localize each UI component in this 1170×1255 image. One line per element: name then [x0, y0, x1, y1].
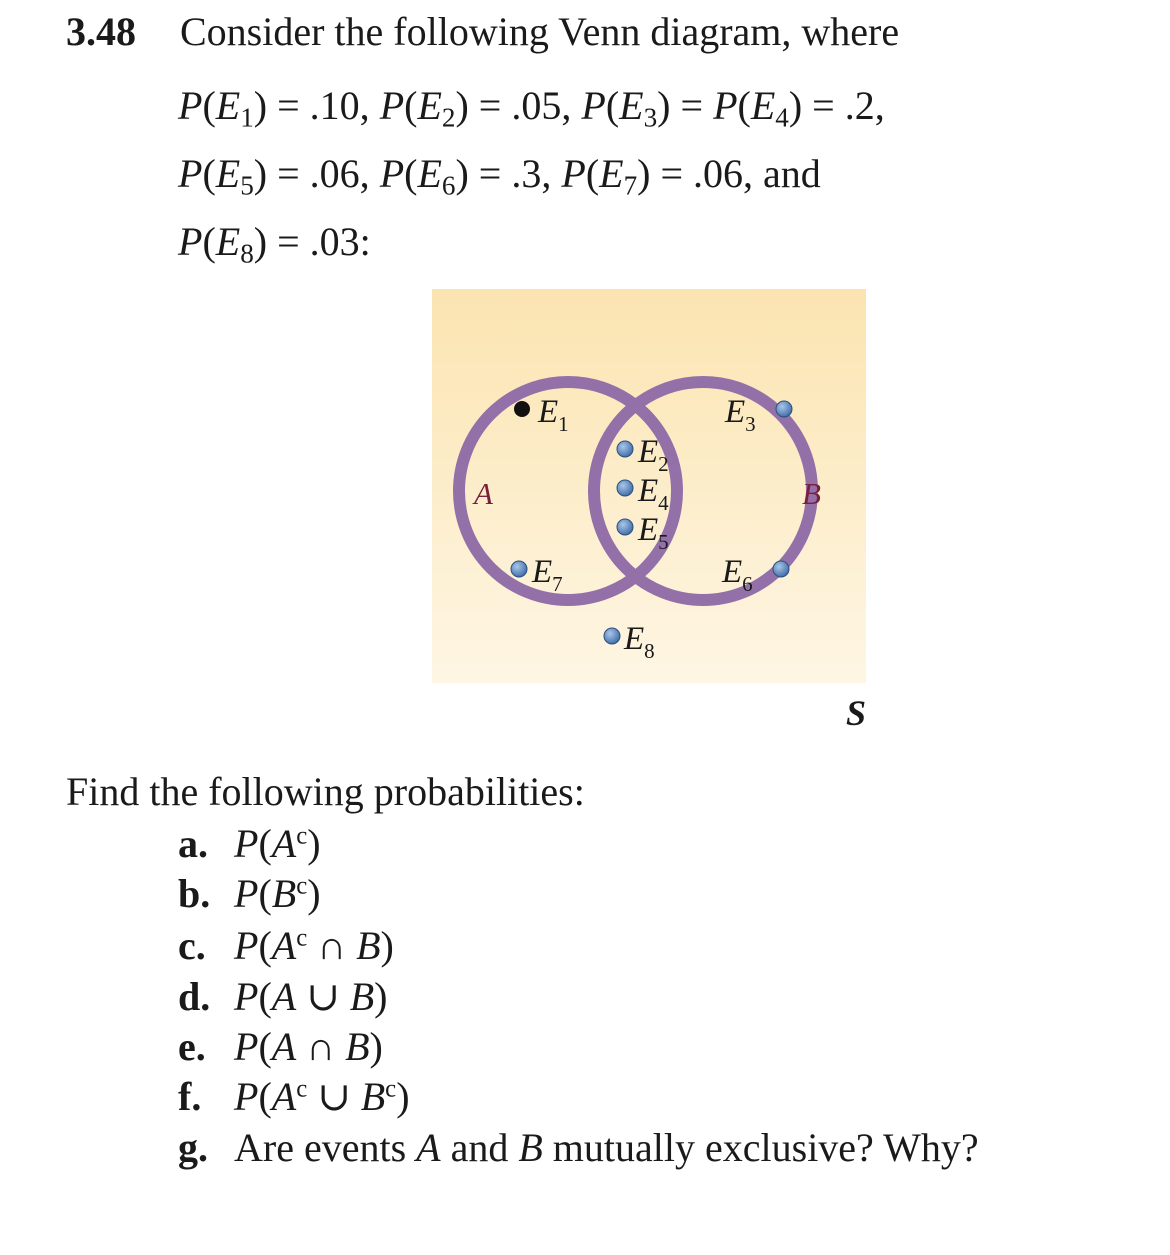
- part-label: f.: [178, 1074, 202, 1119]
- part-d: d. P(A ∪ B): [178, 974, 388, 1019]
- e3-dot: [776, 401, 792, 417]
- e2-dot: [617, 441, 633, 457]
- part-c: c. $P(A^c$ ∩ B): [178, 923, 394, 968]
- part-label: a.: [178, 821, 208, 866]
- e3-label: $E_3$: [725, 394, 756, 436]
- e1-label: $E_1$: [538, 394, 569, 436]
- e7-label: $E_7$: [532, 554, 563, 596]
- problem-number: 3.48: [66, 9, 136, 54]
- e6-dot: [773, 561, 789, 577]
- part-label: e.: [178, 1024, 206, 1069]
- given-line-3: $P(E_8) = .03$:: [178, 219, 371, 269]
- set-a-label: A: [474, 476, 493, 511]
- e7-dot: [511, 561, 527, 577]
- part-label: g.: [178, 1125, 208, 1170]
- find-prompt: Find the following probabilities:: [66, 769, 585, 814]
- e8-label: $E_8$: [624, 621, 655, 663]
- part-f: f. $P(A^c$ ∪ $B^c$): [178, 1074, 410, 1119]
- part-label: d.: [178, 974, 211, 1019]
- e5-label: $E_5$: [638, 512, 669, 554]
- part-b: b. $P(B^c)$: [178, 871, 321, 916]
- given-line-2: $P(E_5) = .06$, $P(E_6) = .3$, $P(E_7) = .06$, and: [178, 151, 821, 201]
- e4-dot: [617, 480, 633, 496]
- part-a: a. $P(A^c)$: [178, 821, 321, 866]
- e5-dot: [617, 519, 633, 535]
- part-e: e. P(A ∩ B): [178, 1024, 383, 1069]
- e4-label: $E_4$: [638, 473, 669, 515]
- set-b-label: B: [802, 476, 821, 511]
- part-label: b.: [178, 871, 211, 916]
- part-label: c.: [178, 923, 206, 968]
- venn-diagram: [432, 289, 866, 683]
- e1-dot: [514, 401, 530, 417]
- part-g: g. Are events A and B mutually exclusive? Why?: [178, 1125, 979, 1170]
- e6-label: $E_6$: [722, 554, 753, 596]
- e8-dot: [604, 628, 620, 644]
- sample-space-label: S: [846, 693, 867, 733]
- e2-label: $E_2$: [638, 434, 669, 476]
- given-line-1: $P(E_1) = .10$, $P(E_2) = .05$, $P(E_3) = P(E_4) = .2$,: [178, 83, 885, 133]
- problem-stem: Consider the following Venn diagram, where: [180, 9, 900, 54]
